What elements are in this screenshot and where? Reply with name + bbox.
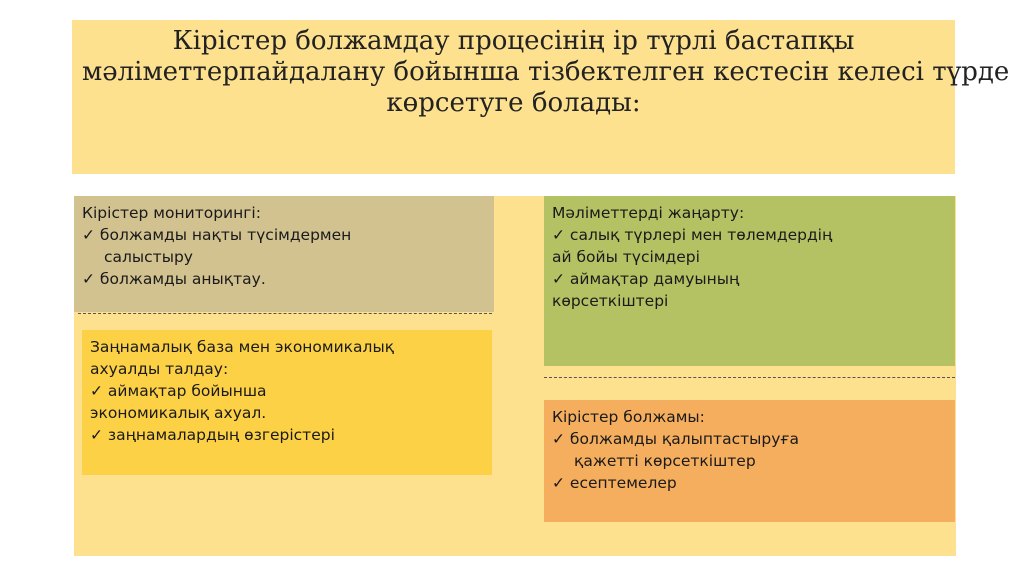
check-icon: [552, 474, 565, 492]
update-item-2-text: аймақтар дамуының: [565, 270, 740, 288]
forecast-item-1-cont: қажетті көрсеткіштер: [574, 452, 756, 470]
check-icon: [552, 430, 565, 448]
legal-item-2: [90, 424, 484, 446]
legal-item-1-cont: экономикалық ахуал.: [90, 404, 267, 422]
legal-heading-1: Заңнамалық база мен экономикалық: [90, 338, 395, 356]
update-item-1-text: салық түрлері мен төлемдердің: [565, 226, 833, 244]
update-item-1-cont: ай бойы түсімдері: [552, 248, 700, 266]
forecast-heading: Кірістер болжамы:: [552, 408, 705, 426]
monitoring-item-1: [82, 224, 486, 246]
title-line-1: Кірістер болжамдау процесінің ір түрлі бастапқы: [172, 26, 855, 56]
data-update-box: [544, 196, 955, 366]
check-icon: [552, 270, 565, 288]
forecast-item-1: [552, 428, 947, 450]
legal-item-1-text: аймақтар бойынша: [103, 382, 267, 400]
monitoring-box: [74, 196, 494, 312]
monitoring-item-1-cont: салыстыру: [104, 248, 193, 266]
forecast-item-2-text: есептемелер: [565, 474, 677, 492]
check-icon: [90, 426, 103, 444]
slide-title: [72, 20, 1010, 174]
legal-heading-2: ахуалды талдау:: [90, 360, 229, 378]
forecast-item-2: [552, 472, 947, 494]
update-item-1: [552, 224, 947, 246]
forecast-box: [544, 400, 955, 522]
check-icon: [82, 226, 95, 244]
divider-right: [544, 377, 955, 378]
title-line-3: көрсетуге болады:: [386, 88, 641, 118]
monitoring-item-2-text: болжамды анықтау.: [95, 270, 266, 288]
legal-item-1: [90, 380, 484, 402]
divider-left: [78, 313, 492, 314]
title-line-2: мәліметтерпайдалану бойынша тізбектелген кестесін келесі түрде: [82, 57, 1010, 87]
monitoring-item-1-text: болжамды нақты түсімдермен: [95, 226, 352, 244]
monitoring-heading: Кірістер мониторингі:: [82, 204, 261, 222]
legal-analysis-box: [82, 330, 492, 475]
update-item-2-cont: көрсеткіштері: [552, 292, 669, 310]
update-item-2: [552, 268, 947, 290]
forecast-item-1-text: болжамды қалыптастыруға: [565, 430, 800, 448]
check-icon: [90, 382, 103, 400]
legal-item-2-text: заңнамалардың өзгерістері: [103, 426, 335, 444]
check-icon: [82, 270, 95, 288]
check-icon: [552, 226, 565, 244]
update-heading: Мәліметтерді жаңарту:: [552, 204, 745, 222]
monitoring-item-2: [82, 268, 486, 290]
